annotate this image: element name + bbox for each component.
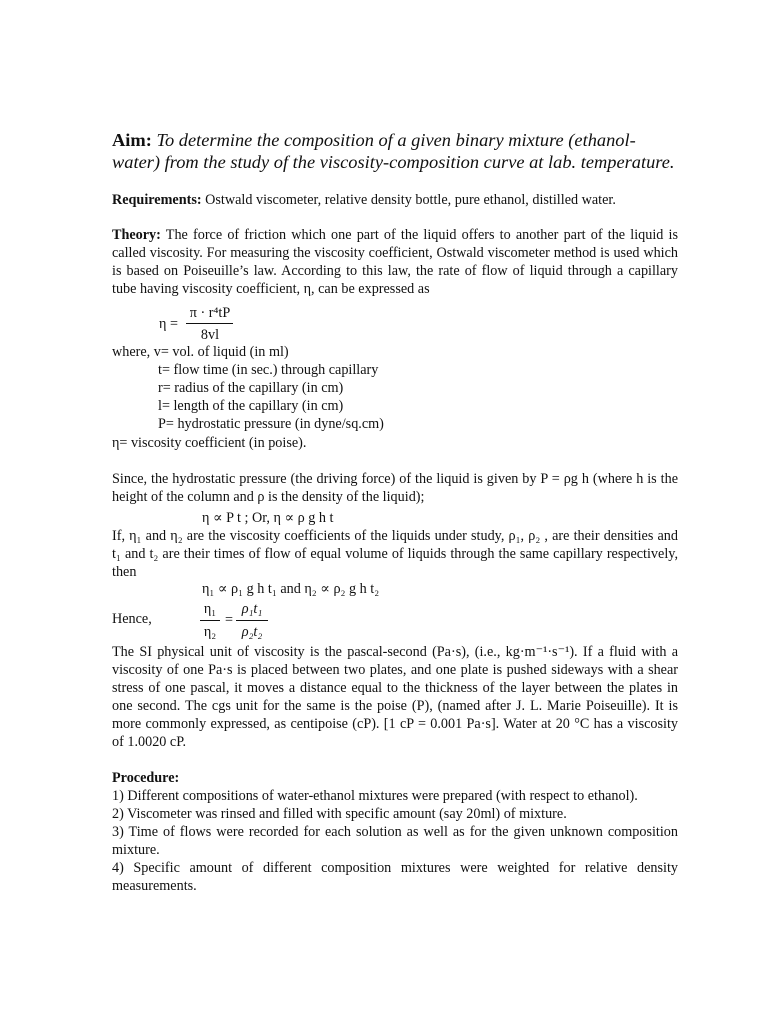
poiseuille-eq-lhs: η =: [159, 316, 178, 332]
requirements-label: Requirements:: [112, 192, 202, 208]
procedure-step: 4) Specific amount of different composition mixtures were weighted for relative density measurements.: [112, 860, 678, 894]
procedure-step: 2) Viscometer was rinsed and filled with specific amount (say 20ml) of mixture.: [112, 806, 567, 822]
ratio-eta1: η₁: [203, 601, 217, 617]
definition-item: t= flow time (in sec.) through capillary: [158, 362, 379, 378]
ratio-eta2: η₂: [203, 624, 217, 640]
ratio-rho1t1: ρ₁t₁: [241, 601, 263, 617]
ratio-equals: =: [225, 612, 234, 628]
procedure-step: 1) Different compositions of water-ethanol mixtures were prepared (with respect to ethanol).: [112, 788, 638, 804]
hence-label: Hence,: [112, 611, 152, 627]
where-intro: where, v= vol. of liquid (in ml): [112, 344, 289, 360]
requirements-text: Ostwald viscometer, relative density bottle, pure ethanol, distilled water.: [205, 192, 616, 208]
definition-item: r= radius of the capillary (in cm): [158, 380, 344, 396]
proportionality-1: η ∝ P t ; Or, η ∝ ρ g h t: [202, 510, 334, 526]
proportionality-2: η₁ ∝ ρ₁ g h t₁ and η₂ ∝ ρ₂ g h t₂: [202, 581, 380, 597]
theory-paragraph: [112, 226, 678, 298]
if-paragraph: If, η₁ and η₂ are the viscosity coefficients of the liquids under study, ρ₁, ρ₂ , are their densities and t₁ and t₂ are their times of flow of equal volume of liquids through the same capillary respectively, then: [112, 528, 678, 580]
ratio-bar-right: [236, 620, 268, 621]
eta-definition: η= viscosity coefficient (in poise).: [112, 435, 307, 451]
requirements-section: [112, 191, 678, 209]
si-unit-paragraph: The SI physical unit of viscosity is the pascal-second (Pa·s), (i.e., kg·m⁻¹·s⁻¹). If a fluid with a viscosity of one Pa·s is placed between two plates, and one plate is pushed sideways with a shear stress of one pascal, it moves a distance equal to the thickness of the layer between the plates in one second. The cgs unit for the same is the poise (P), (named after J. L. Marie Poiseuille). It is more commonly expressed, as centipoise (cP). [1 cP = 0.001 Pa·s]. Water at 20 °C has a viscosity of 1.0020 cP.: [112, 644, 678, 750]
poiseuille-eq-denominator: 8vl: [200, 327, 220, 343]
aim-text: To determine the composition of a given binary mixture (ethanol-water) from the study of the viscosity-composition curve at lab. temperature.: [112, 130, 675, 172]
aim-section: [112, 129, 678, 173]
ratio-bar-left: [200, 620, 220, 621]
ratio-rho2t2: ρ₂t₂: [241, 624, 263, 640]
procedure-step: 3) Time of flows were recorded for each solution as well as for the given unknown composition mixture.: [112, 824, 678, 858]
since-paragraph: Since, the hydrostatic pressure (the driving force) of the liquid is given by P = ρg h (where h is the height of the column and ρ is the density of the liquid);: [112, 471, 678, 505]
theory-text: The force of friction which one part of the liquid offers to another part of the liquid is called viscosity. For measuring the viscosity coefficient, Ostwald viscometer method is used which is based on Poiseuille’s law. According to this law, the rate of flow of liquid through a capillary tube having viscosity coefficient, η, can be expressed as: [112, 227, 678, 297]
definition-item: P= hydrostatic pressure (in dyne/sq.cm): [158, 416, 384, 432]
definition-item: l= length of the capillary (in cm): [158, 398, 344, 414]
procedure-label: Procedure:: [112, 770, 180, 786]
poiseuille-fraction-bar: [186, 323, 233, 324]
aim-label: Aim:: [112, 130, 152, 150]
theory-label: Theory:: [112, 227, 161, 243]
poiseuille-eq-numerator: π · r⁴tP: [189, 305, 231, 321]
